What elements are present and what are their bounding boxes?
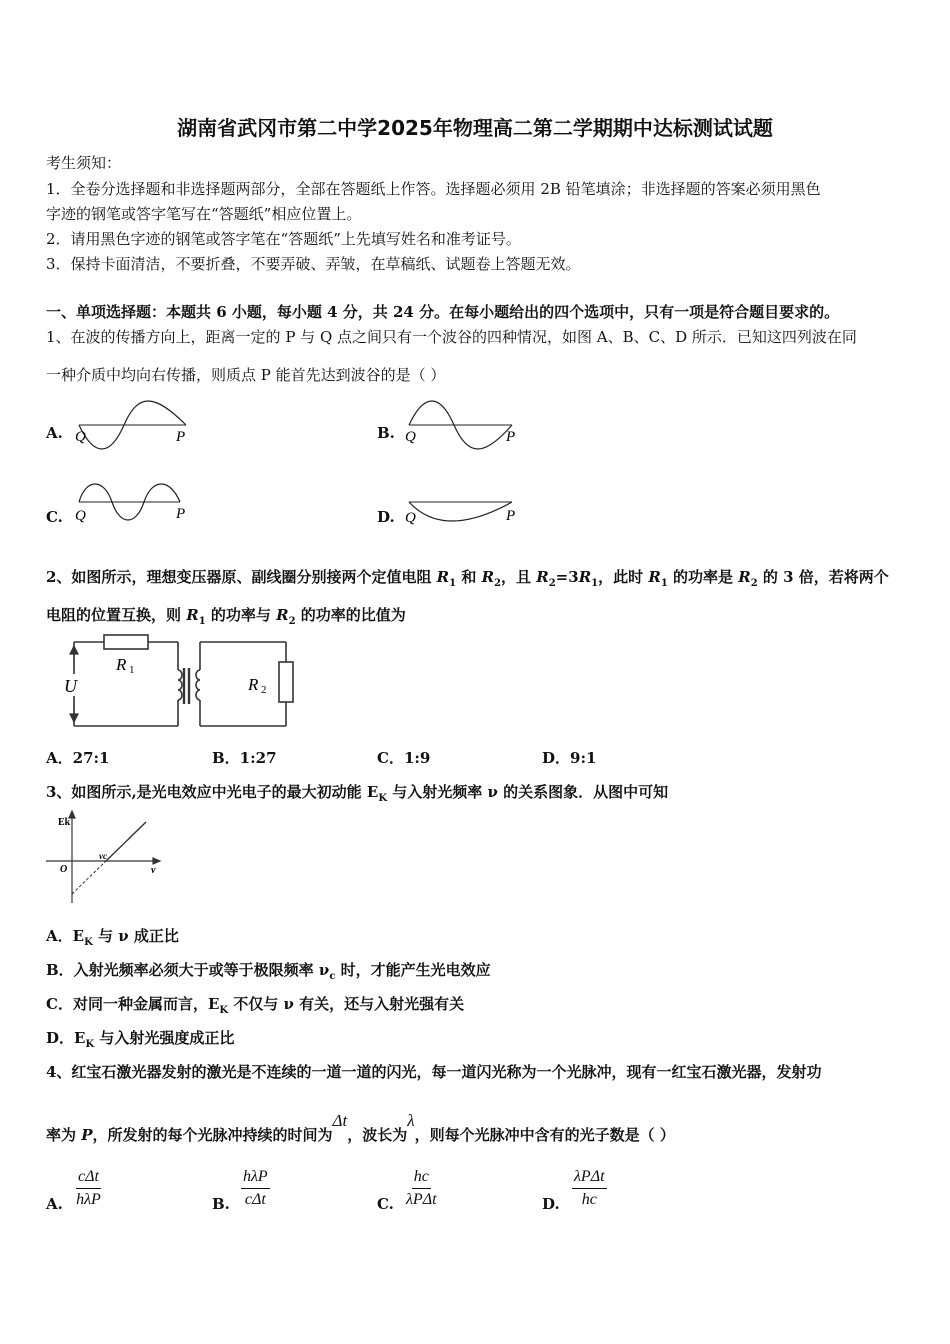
q4-option-c-denominator: λPΔt: [406, 1191, 437, 1208]
q1-option-a[interactable]: A.: [46, 424, 63, 442]
q4-stem-line-1: 4、红宝石激光器发射的激光是不连续的一道一道的闪光，每一道闪光称为一个光脉冲，现有一红宝石激光器，发射功: [46, 1063, 822, 1081]
q2-option-b[interactable]: B．1:27: [212, 749, 277, 767]
q3-option-d[interactable]: D．$E_K$ 与入射光强度成正比: [46, 1029, 235, 1050]
q1-label-p-a: P: [176, 429, 186, 445]
q1-label-q-a: Q: [75, 429, 86, 445]
q4-stem-line-2: 率为 P，所发射的每个光脉冲持续的时间为Δt，波长为λ，则每个光脉冲中含有的光子数是（ ）: [46, 1111, 675, 1144]
q4-option-d-numerator: λPΔt: [572, 1168, 607, 1189]
q1-stem-line-2: 一种介质中均向右传播，则质点 P 能首先达到波谷的是（ ）: [46, 366, 446, 384]
q2-stem-line-1: 2、如图所示，理想变压器原、副线圈分别接两个定值电阻 $R_1$ 和 $R_2$，且 $R_2=3R_1$，此时 $R_1$ 的功率是 $R_2$ 的 3 倍，若将两个: [46, 568, 889, 589]
q4-option-c-fraction: [406, 1168, 437, 1209]
q4-option-d-denominator: hc: [581, 1191, 597, 1208]
q1-wave-d: [404, 490, 524, 540]
q1-stem-line-1: 1、在波的传播方向上，距离一定的 P 与 Q 点之间只有一个波谷的四种情况，如图 A、B、C、D 所示．已知这四列波在同: [46, 328, 857, 346]
paper-title: 湖南省武冈市第二中学2025年物理高二第二学期期中达标测试试题: [177, 116, 773, 140]
q1-label-p-c: P: [176, 506, 186, 522]
q1-label-q-b: Q: [405, 429, 416, 445]
q1-label-p-d: P: [506, 508, 516, 524]
q2-label-r1: R: [116, 655, 127, 674]
notice-item-2: 2．请用黑色字迹的钢笔或答字笔在“答题纸”上先填写姓名和准考证号。: [46, 230, 521, 248]
q3-stem: 3、如图所示,是光电效应中光电子的最大初动能 $E_K$ 与入射光频率 ν 的关系图象．从图中可知: [46, 783, 669, 804]
q2-stem-line-2: 电阻的位置互换，则 $R_1$ 的功率与 $R_2$ 的功率的比值为: [46, 606, 406, 627]
q4-option-a-fraction: [76, 1168, 101, 1209]
q3-axis-x-label: ν: [151, 865, 156, 876]
q1-option-b[interactable]: B.: [377, 424, 395, 442]
q3-option-a[interactable]: A．$E_K$ 与 ν 成正比: [46, 927, 179, 948]
q4-option-b-label[interactable]: B.: [212, 1195, 230, 1213]
q4-option-c-label[interactable]: C.: [377, 1195, 394, 1213]
notice-item-3: 3．保持卡面清洁，不要折叠，不要弄破、弄皱，在草稿纸、试题卷上答题无效。: [46, 255, 581, 273]
q4-option-a-denominator: hλP: [76, 1191, 101, 1208]
q2-option-a[interactable]: A．27:1: [46, 749, 110, 767]
q1-option-d[interactable]: D.: [377, 508, 395, 526]
notice-item-1-line-2: 字迹的钢笔或答字笔写在“答题纸”相应位置上。: [46, 205, 362, 223]
q1-label-q-c: Q: [75, 508, 86, 524]
q1-wave-a: [74, 395, 194, 455]
q4-option-a-numerator: cΔt: [76, 1168, 101, 1189]
q2-label-r2-sub: 2: [261, 684, 267, 696]
q2-option-c[interactable]: C．1:9: [377, 749, 431, 767]
q3-ek-graph: [44, 808, 174, 908]
q2-label-r2: R: [248, 675, 259, 694]
q3-origin-label: O: [60, 864, 68, 875]
q4-option-b-fraction: [241, 1168, 270, 1209]
q3-axis-y-label: Ek: [58, 817, 71, 828]
notice-item-1-line-1: 1．全卷分选择题和非选择题两部分，全部在答题纸上作答。选择题必须用 2B 铅笔填涂；非选择题的答案必须用黑色: [46, 180, 821, 198]
q1-label-p-b: P: [506, 429, 516, 445]
q1-option-c[interactable]: C.: [46, 508, 63, 526]
notice-heading: 考生须知：: [46, 154, 122, 172]
q4-option-d-fraction: [572, 1168, 607, 1209]
q2-label-u: U: [64, 676, 77, 696]
q2-label-r1-sub: 1: [129, 664, 135, 676]
q4-option-a-label[interactable]: A.: [46, 1195, 63, 1213]
q1-wave-b: [404, 395, 524, 455]
q1-wave-c: [74, 478, 194, 538]
q3-cutoff-label: νc: [99, 851, 107, 861]
q4-option-b-denominator: cΔt: [244, 1191, 266, 1208]
q2-option-d[interactable]: D．9:1: [542, 749, 597, 767]
q3-option-c[interactable]: C．对同一种金属而言，$E_K$ 不仅与 ν 有关，还与入射光强有关: [46, 995, 465, 1016]
q4-option-c-numerator: hc: [412, 1168, 431, 1189]
q4-option-d-label[interactable]: D.: [542, 1195, 560, 1213]
q1-label-q-d: Q: [405, 510, 416, 526]
section-single-choice: 一、单项选择题：本题共 6 小题，每小题 4 分，共 24 分。在每小题给出的四个选项中，只有一项是符合题目要求的。: [46, 303, 840, 321]
q3-option-b[interactable]: B．入射光频率必须大于或等于极限频率 $\nu_c$ 时，才能产生光电效应: [46, 961, 491, 982]
q2-transformer-circuit: [58, 632, 308, 732]
q4-option-b-numerator: hλP: [241, 1168, 270, 1189]
